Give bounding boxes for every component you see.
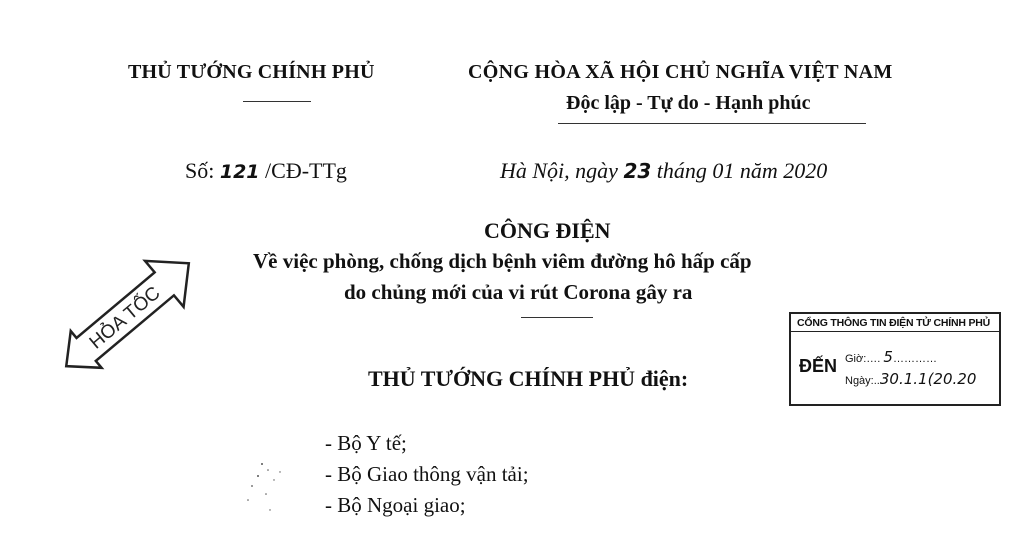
document-number	[185, 158, 347, 184]
document-number-handwritten: 121	[219, 161, 260, 183]
recipient-item: - Bộ Ngoại giao;	[325, 493, 466, 517]
date-before: Hà Nội, ngày	[500, 158, 624, 183]
date-after: tháng 01 năm 2020	[651, 158, 828, 183]
issuing-authority: THỦ TƯỚNG CHÍNH PHỦ	[128, 61, 375, 83]
received-stamp	[789, 312, 1001, 406]
document-number-suffix: /CĐ-TTg	[259, 158, 347, 183]
time-label: Giờ:	[845, 353, 867, 365]
received-stamp-den: ĐẾN	[799, 356, 838, 376]
date-value-handwritten: 30.1.1(20.20	[879, 370, 977, 388]
subject-line-2: do chủng mới của vi rút Corona gây ra	[344, 280, 693, 304]
national-title: CỘNG HÒA XÃ HỘI CHỦ NGHĨA VIỆT NAM	[468, 61, 893, 83]
urgent-stamp-text: HỎA TỐC	[85, 282, 165, 354]
recipient-item: - Bộ Giao thông vận tải;	[325, 462, 529, 486]
urgent-arrow-stamp	[38, 228, 214, 404]
received-stamp-date: Ngày:..30.1.1(20.20	[845, 370, 977, 388]
date-line	[500, 158, 827, 184]
national-motto: Độc lập - Tự do - Hạnh phúc	[566, 92, 811, 114]
scan-noise	[240, 450, 320, 530]
subject-line-1: Về việc phòng, chống dịch bệnh viêm đường hô hấp cấp	[253, 249, 752, 273]
recipient-list	[325, 428, 529, 521]
document-type: CÔNG ĐIỆN	[484, 218, 611, 243]
divider-right	[558, 123, 866, 124]
date-label: Ngày:	[845, 375, 874, 387]
document-number-prefix: Số:	[185, 158, 215, 183]
date-day-handwritten: 23	[623, 159, 652, 183]
time-value-handwritten: 5	[883, 348, 893, 366]
recipient-item: - Bộ Y tế;	[325, 431, 407, 455]
received-stamp-header: CỔNG THÔNG TIN ĐIỆN TỬ CHÍNH PHỦ	[791, 314, 999, 332]
received-stamp-time: Giờ:…. 5…………	[845, 348, 937, 366]
addressing-line: THỦ TƯỚNG CHÍNH PHỦ điện:	[368, 366, 689, 391]
divider-left	[243, 101, 311, 102]
divider-center	[521, 317, 593, 318]
